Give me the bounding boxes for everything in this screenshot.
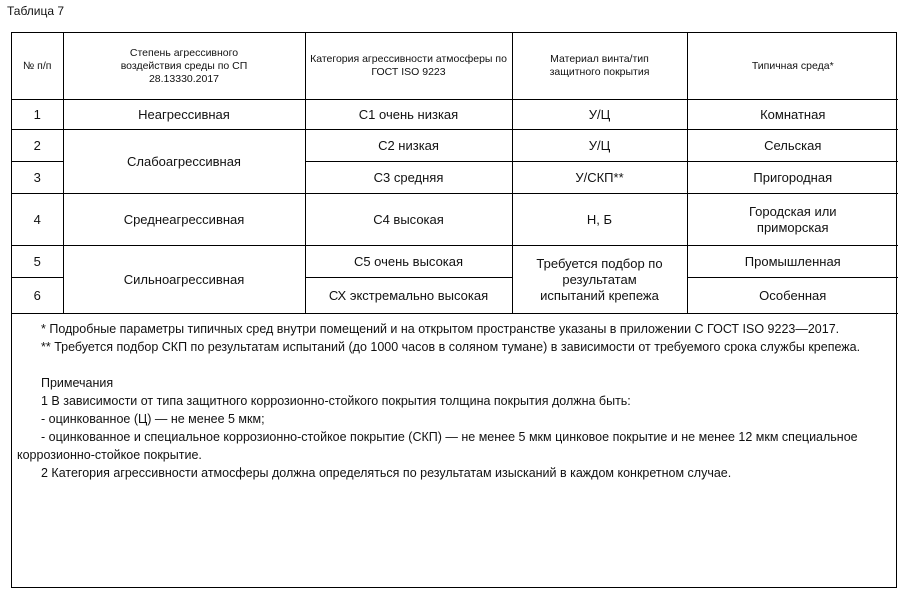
cell-degree: Неагрессивная [63, 100, 305, 130]
cell-env: Сельская [687, 130, 898, 162]
header-material: Материал винта/тип защитного покрытия [512, 33, 687, 100]
cell-material: Требуется подбор по результатам испытаний крепежа [512, 246, 687, 314]
cell-degree: Сильноагрессивная [63, 246, 305, 314]
notes-title: Примечания [41, 376, 114, 390]
note-1a: - оцинкованное (Ц) — не менее 5 мкм; [41, 412, 265, 426]
table-sheet [11, 32, 897, 588]
cell-num: 1 [12, 100, 63, 130]
cell-category: СХ экстремально высокая [305, 278, 512, 314]
cell-env: Городская или приморская [687, 194, 898, 246]
cell-num: 5 [12, 246, 63, 278]
cell-env: Пригородная [687, 162, 898, 194]
header-row [12, 33, 898, 100]
table-row [12, 130, 898, 162]
note-1: 1 В зависимости от типа защитного коррозионно-стойкого покрытия толщина покрытия должна быть: [41, 394, 631, 408]
cell-material: У/СКП** [512, 162, 687, 194]
table-row [12, 194, 898, 246]
cell-num: 4 [12, 194, 63, 246]
table-row [12, 100, 898, 130]
header-degree: Степень агрессивного воздействия среды по СП 28.13330.2017 [63, 33, 305, 100]
cell-num: 6 [12, 278, 63, 314]
table-row [12, 246, 898, 278]
cell-degree: Слабоагрессивная [63, 130, 305, 194]
cell-category: С1 очень низкая [305, 100, 512, 130]
note-1b: - оцинкованное и специальное коррозионно-стойкое покрытие (СКП) — не менее 5 мкм цинковое покрытие и не менее 12 мкм специальное коррозионно-стойкое покрытие. [17, 430, 858, 462]
cell-material: Н, Б [512, 194, 687, 246]
header-num: № п/п [12, 33, 63, 100]
footnote-1: * Подробные параметры типичных сред внутри помещений и на открытом пространстве указаны в приложении С ГОСТ ISO 9223—2017. [41, 322, 840, 336]
footnote-2: ** Требуется подбор СКП по результатам испытаний (до 1000 часов в соляном тумане) в зависимости от требуемого срока службы крепежа. [41, 340, 861, 354]
cell-env: Особенная [687, 278, 898, 314]
header-category: Категория агрессивности атмосферы по ГОСТ ISO 9223 [305, 33, 512, 100]
cell-category: С4 высокая [305, 194, 512, 246]
cell-category: С2 низкая [305, 130, 512, 162]
cell-material: У/Ц [512, 130, 687, 162]
cell-category: С5 очень высокая [305, 246, 512, 278]
cell-material: У/Ц [512, 100, 687, 130]
table-caption: Таблица 7 [7, 4, 65, 18]
notes-section [12, 314, 896, 482]
data-table [12, 33, 898, 314]
header-env: Типичная среда* [687, 33, 898, 100]
cell-env: Промышленная [687, 246, 898, 278]
cell-env: Комнатная [687, 100, 898, 130]
cell-num: 3 [12, 162, 63, 194]
cell-category: С3 средняя [305, 162, 512, 194]
cell-num: 2 [12, 130, 63, 162]
note-2: 2 Категория агрессивности атмосферы должна определяться по результатам изысканий в каждом конкретном случае. [41, 466, 732, 480]
cell-degree: Среднеагрессивная [63, 194, 305, 246]
